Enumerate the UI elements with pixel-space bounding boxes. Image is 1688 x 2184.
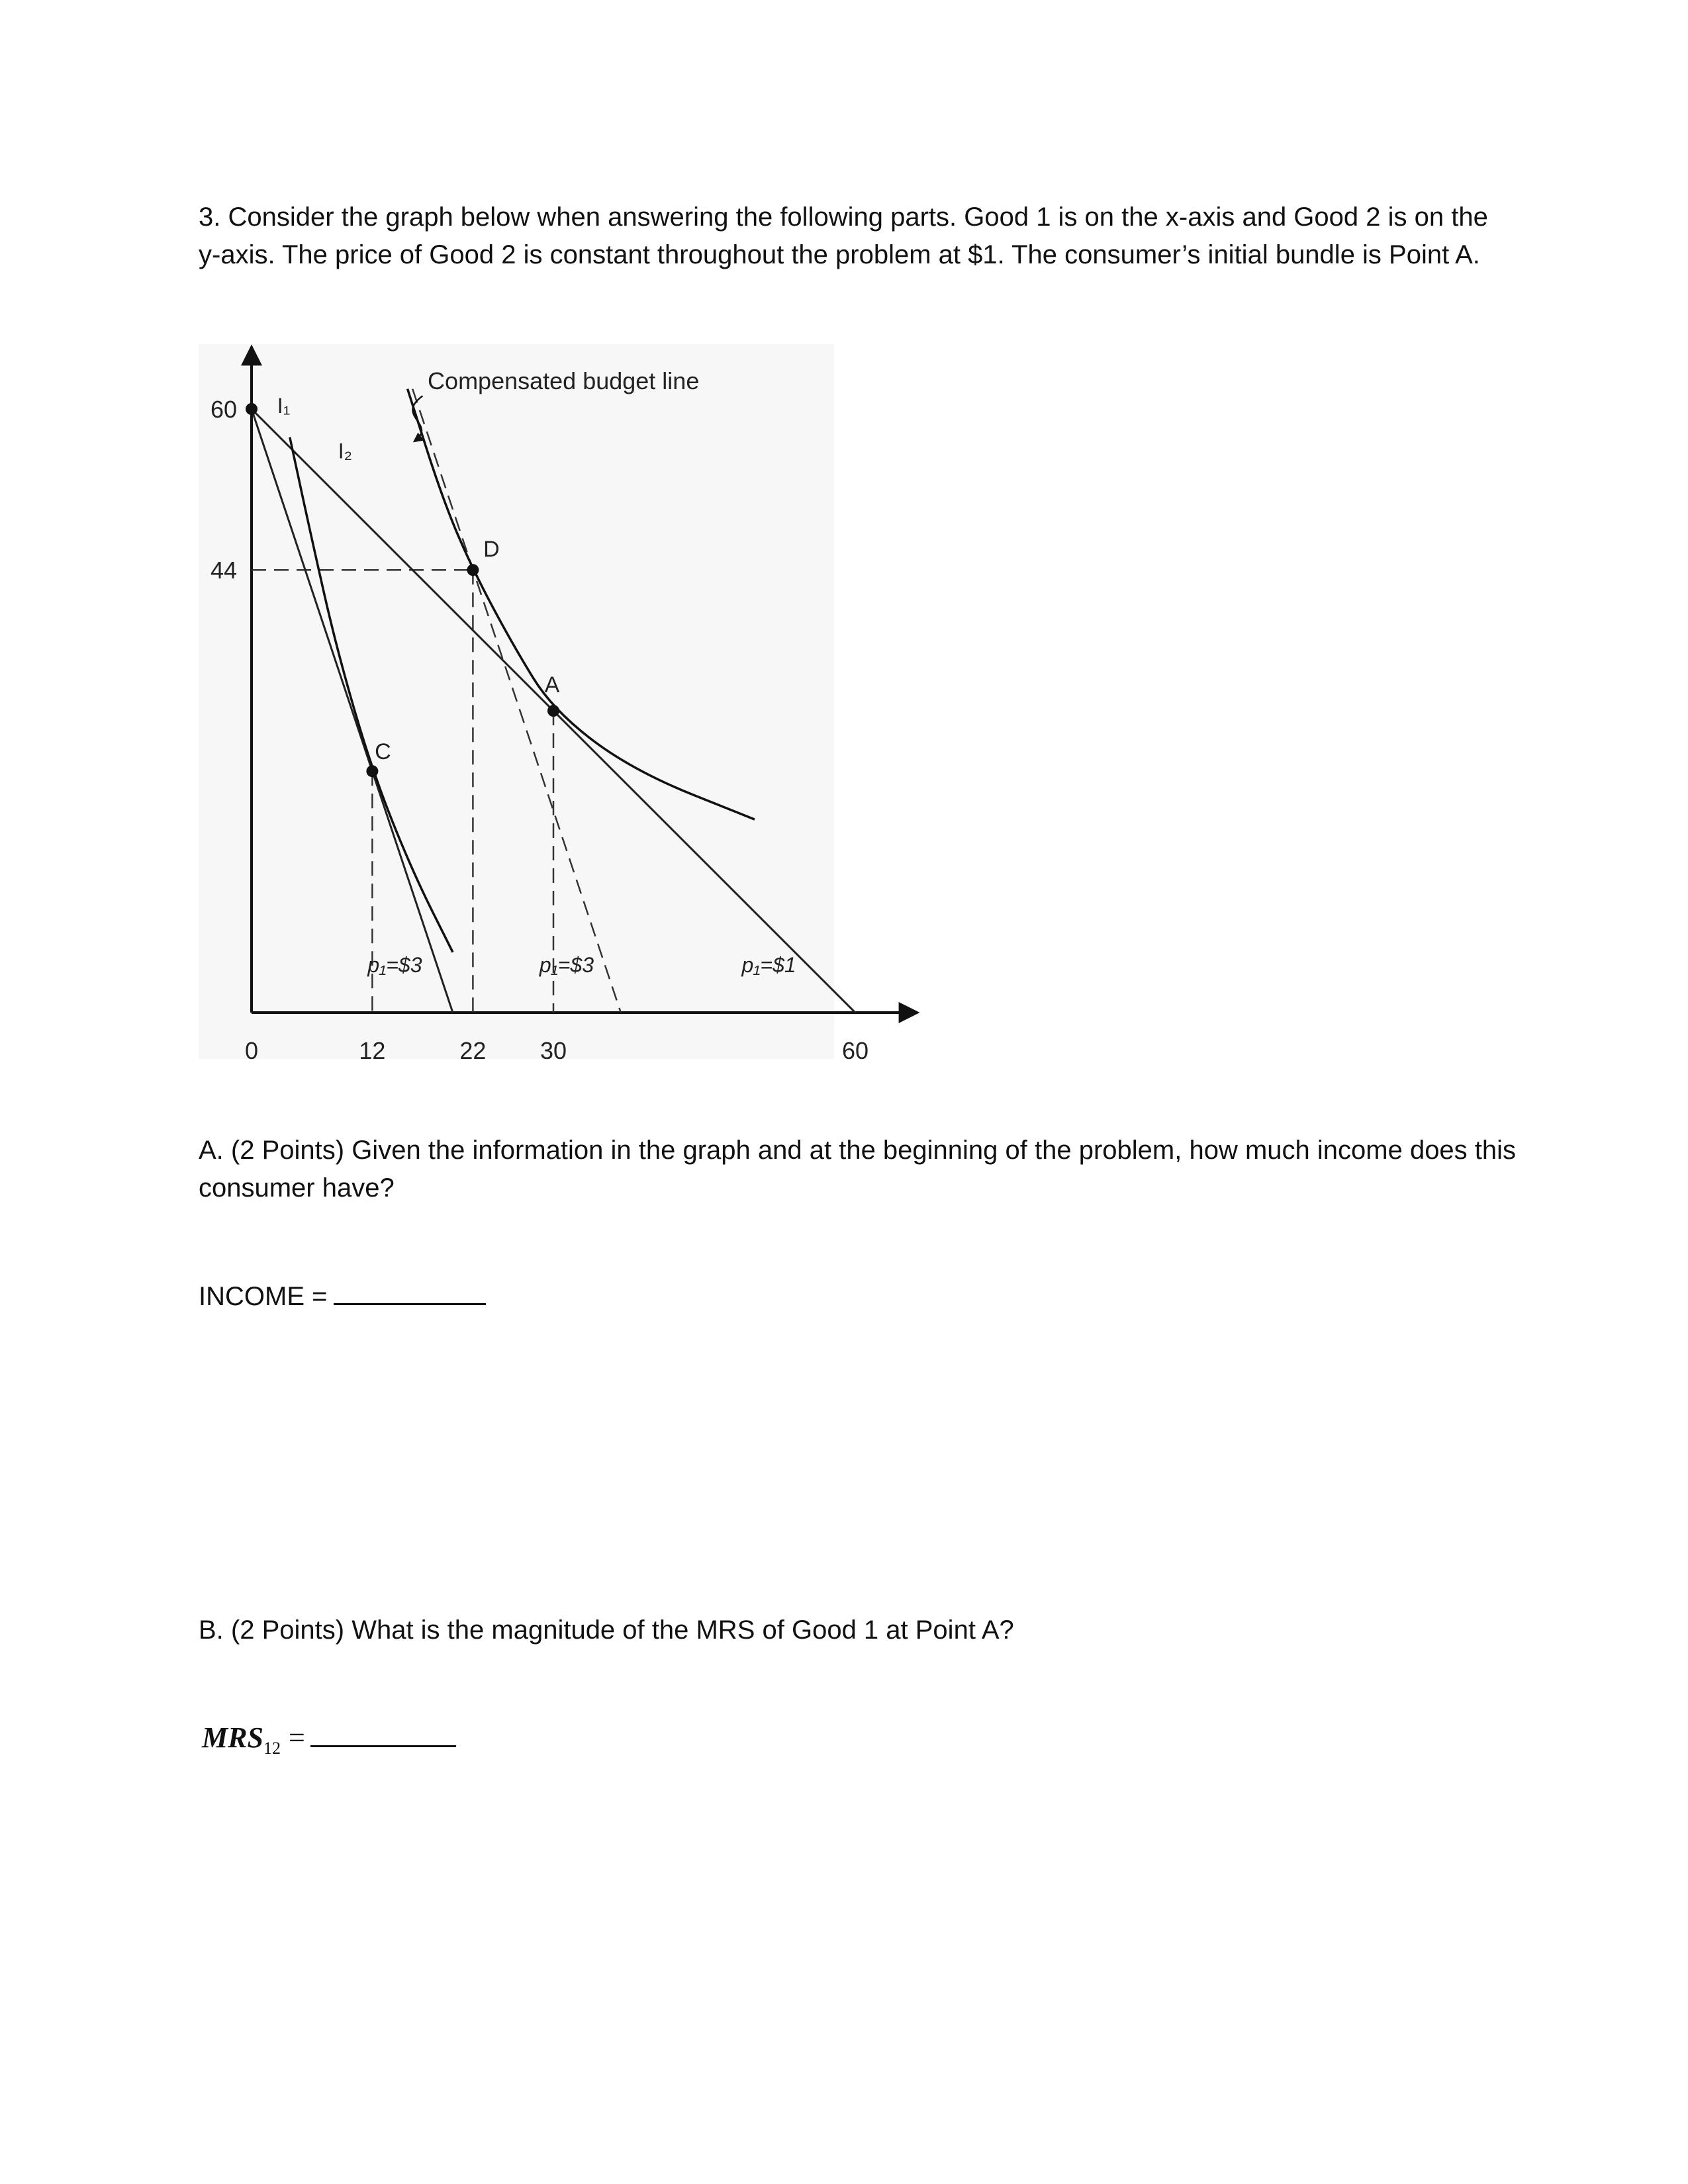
compensated-budget-line-label: Compensated budget line [428,367,700,394]
x-tick-label-0: 0 [244,1037,259,1064]
point-a-label: A [544,672,560,698]
part-b-prompt: B. (2 Points) What is the magnitude of the MRS of Good 1 at Point A? [199,1615,1014,1645]
y-tick-label-44: 44 [210,557,237,584]
curve-label-i1: I₁ [277,394,291,418]
question-intro: 3. Consider the graph below when answering the following parts. Good 1 is on the x-axis and Good 2 is on the y-axis. The price of Good 2 is constant throughout the problem at $1. The consumer’s initial bundle is Point A. [199,203,1488,269]
income-answer-row [199,1279,486,1312]
point-d-label: D [483,537,500,563]
mrs-answer-row [202,1721,456,1758]
budget-line-graph [199,344,869,1064]
x-tick-label-12: 12 [359,1037,386,1064]
mrs-equals: = [288,1721,305,1754]
point-y60 [246,403,258,415]
mrs-symbol: $MRS_{12}$ [202,1721,281,1758]
point-d [467,564,479,576]
x-tick-label-60: 60 [841,1037,869,1064]
mrs-answer-blank[interactable] [310,1721,456,1747]
y-tick-label-60: 60 [210,396,237,423]
x-tick-label-30: 30 [539,1037,567,1064]
point-c-label: C [375,739,391,765]
curve-label-i2: I₂ [338,439,353,463]
income-label: INCOME = [199,1282,328,1311]
point-c [366,765,378,777]
price-label-low: p₁=$3 [367,953,422,978]
income-answer-blank[interactable] [334,1279,486,1305]
part-a-prompt: A. (2 Points) Given the information in the graph and at the beginning of the problem, how much income does this consumer have? [199,1136,1517,1203]
price-label-mid: p₁=$3 [539,953,594,978]
point-a [547,705,559,717]
x-tick-label-22: 22 [459,1037,487,1064]
price-label-orig: p₁=$1 [741,953,796,978]
